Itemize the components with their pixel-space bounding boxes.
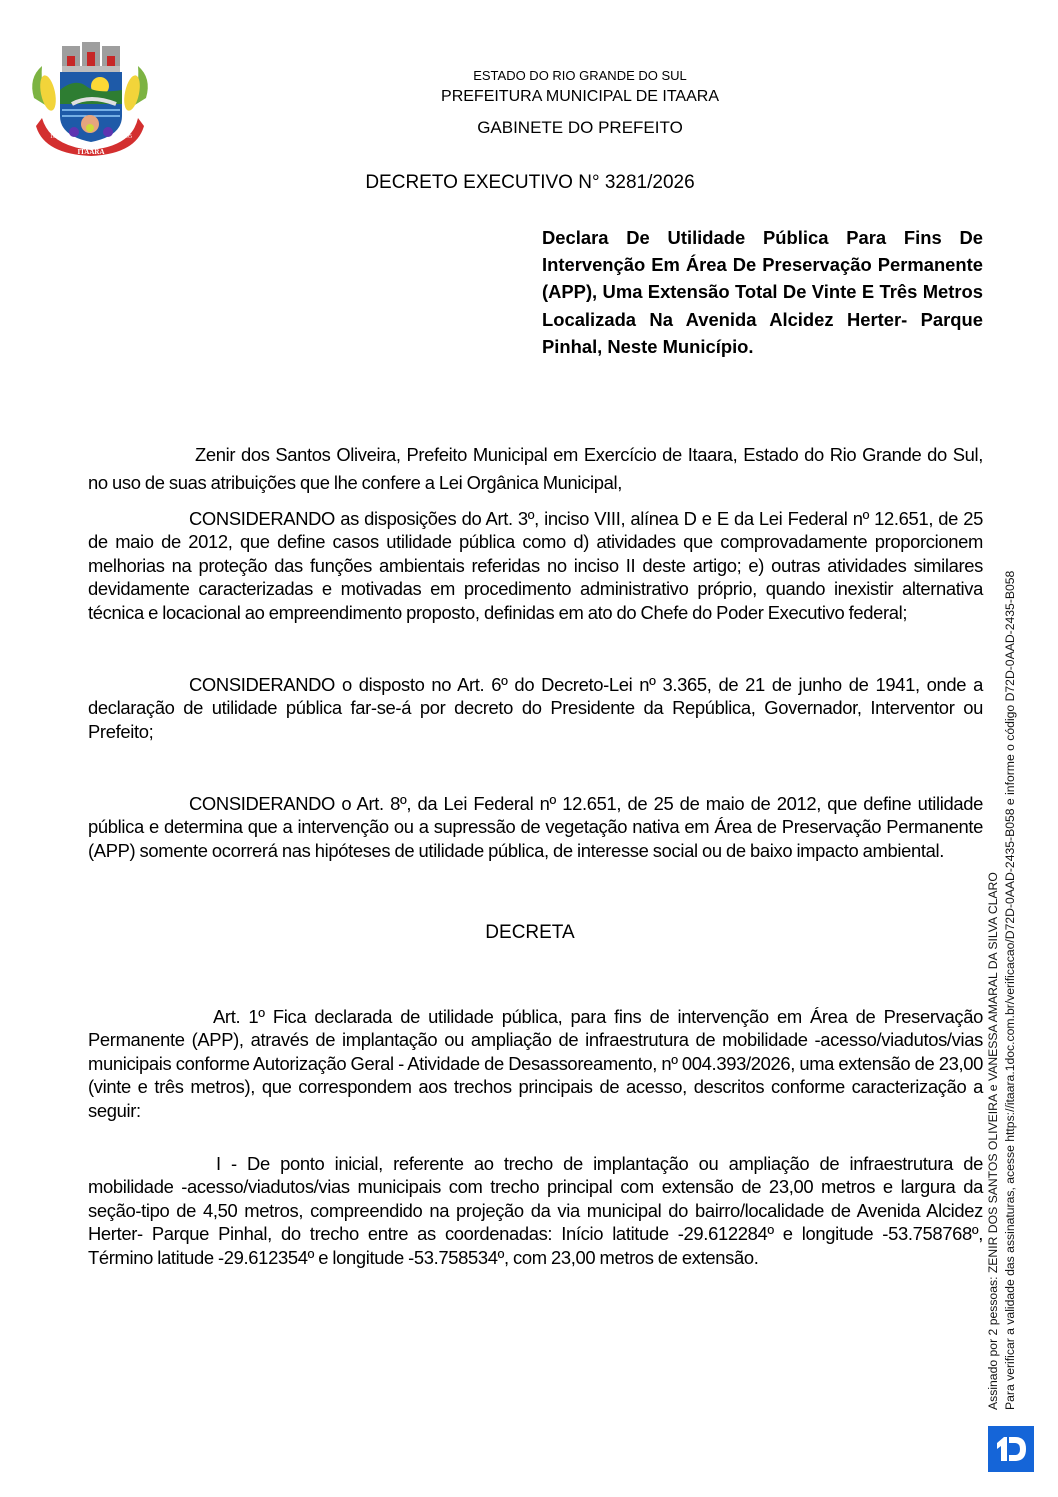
considerando-paragraph — [88, 792, 983, 862]
decree-title: DECRETO EXECUTIVO N° 3281/2026 — [365, 172, 695, 193]
svg-text:ITAARA: ITAARA — [77, 148, 105, 156]
considerando-paragraph — [88, 507, 983, 624]
signature-verification-link[interactable]: Para verificar a validade das assinaturas, acesse https://itaara.1doc.com.br/verificacao/D72D-0AAD-2435-B058 e informe o código D72D-0AAD-2435-B058 — [1003, 570, 1017, 1410]
header-state: ESTADO DO RIO GRANDE DO SUL — [473, 68, 687, 83]
signature-stamp — [985, 480, 1019, 1410]
preamble-paragraph — [88, 441, 983, 497]
svg-text:1995: 1995 — [120, 134, 132, 140]
signature-signers: Assinado por 2 pessoas: ZENIR DOS SANTOS OLIVEIRA e VANESSA AMARAL DA SILVA CLARO — [986, 872, 1000, 1410]
article-1-text: Art. 1º Fica declarada de utilidade pública, para fins de intervenção em Área de Preservação Permanente (APP), através de implantação ou ampliação de infraestrutura de mobilidade -acesso/viadutos/vias municipais conforme Autorização Geral - Atividade de Desassoreamento, nº 004.393/2026, uma extensão de 23,00 (vinte e três metros), que correspondem aos trechos principais de acesso, descritos conforme caracterização a seguir: — [88, 1006, 983, 1121]
preamble-text: Zenir dos Santos Oliveira, Prefeito Municipal em Exercício de Itaara, Estado do Rio Grande do Sul, no uso de suas atribuições que lhe confere a Lei Orgânica Municipal, — [88, 444, 983, 493]
decree-ementa: Declara De Utilidade Pública Para Fins De Intervenção Em Área De Preservação Permanente (APP), Uma Extensão Total De Vinte E Três Metros Localizada Na Avenida Alcidez Herter- Parque Pinhal, Neste Município. — [542, 227, 983, 357]
inciso-1-paragraph — [88, 1152, 983, 1269]
article-1-paragraph — [88, 1005, 983, 1122]
decreta-heading: DECRETA — [485, 922, 575, 943]
considerando-text: CONSIDERANDO o disposto no Art. 6º do Decreto-Lei nº 3.365, de 21 de junho de 1941, onde a declaração de utilidade pública far-se-á por decreto do Presidente da República, Governador, Interventor ou Prefeito; — [88, 674, 983, 742]
header-prefecture: PREFEITURA MUNICIPAL DE ITAARA — [441, 88, 719, 105]
header-cabinet: GABINETE DO PREFEITO — [477, 118, 683, 137]
municipal-coat-of-arms-icon — [20, 38, 160, 156]
considerando-text: CONSIDERANDO as disposições do Art. 3º, inciso VIII, alínea D e E da Lei Federal nº 12.651, de 25 de maio de 2012, que define casos utilidade pública como d) atividades que comprovadamente proporcionem melhorias na proteção das funções ambientais referidas no inciso II deste artigo; e) outras atividades similares devidamente caracterizadas e motivadas em procedimento administrativo próprio, quando inexistir alternativa técnica e locacional ao empreendimento proposto, definidas em ato do Chefe do Poder Executivo federal; — [88, 508, 983, 623]
considerando-text: CONSIDERANDO o Art. 8º, da Lei Federal nº 12.651, de 25 de maio de 2012, que define utilidade pública e determina que a intervenção ou a supressão de vegetação nativa em Área de Preservação Permanente (APP) somente ocorrerá nas hipóteses de utilidade pública, de interesse social ou de baixo impacto ambiental. — [88, 793, 983, 861]
considerando-paragraph — [88, 673, 983, 743]
1doc-logo-icon — [988, 1426, 1034, 1472]
inciso-1-text: I - De ponto inicial, referente ao trecho de implantação ou ampliação de infraestrutura de mobilidade -acesso/viadutos/vias municipais com trecho principal com extensão de 23,00 metros e largura da seção-tipo de 4,50 metros, compreendido na projeção da via municipal do bairro/localidade de Avenida Alcidez Herter- Parque Pinhal, do trecho entre as coordenadas: Início latitude -29.612284º e longitude -53.758768º, Término latitude -29.612354º e longitude -53.758534º, com 23,00 metros de extensão. — [88, 1153, 983, 1268]
svg-text:1857: 1857 — [50, 134, 62, 140]
